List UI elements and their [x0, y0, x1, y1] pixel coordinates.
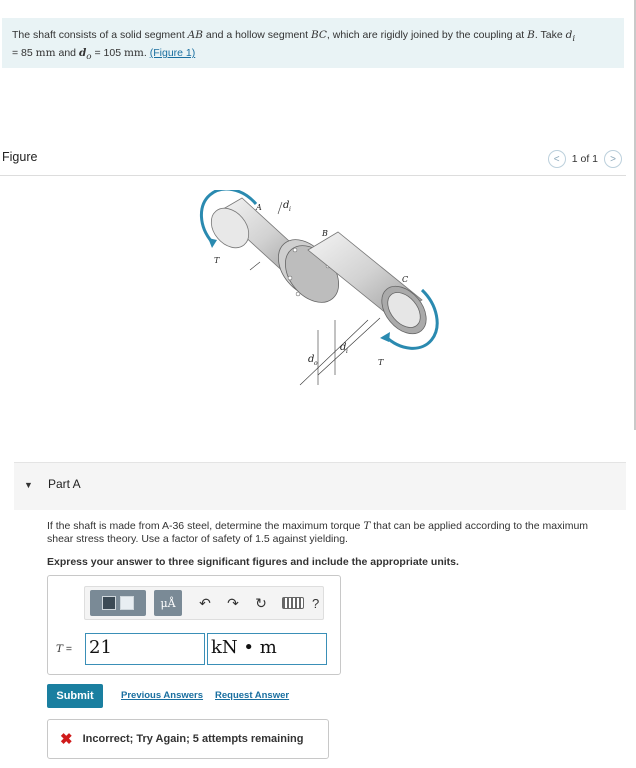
label-di-bottom: d: [340, 342, 347, 353]
submit-button[interactable]: Submit: [47, 684, 103, 708]
answer-units-input[interactable]: kN • m: [207, 633, 327, 665]
label-t-left: T: [214, 256, 220, 265]
fraction-template-icon: [120, 596, 134, 610]
label-di-top-sub: i: [289, 206, 291, 213]
label-a: A: [256, 203, 262, 212]
shaft-figure: [190, 190, 440, 410]
figure-header: [0, 146, 626, 176]
chevron-right-icon: >: [610, 153, 616, 165]
dim-line-do: [300, 320, 368, 385]
leader-di: [278, 202, 282, 214]
collapse-triangle-icon[interactable]: ▼: [24, 480, 33, 490]
part-a-label: Part A: [48, 477, 81, 491]
template-icon: [102, 596, 116, 610]
request-answer-link[interactable]: Request Answer: [215, 690, 290, 701]
figure-title: Figure: [2, 150, 38, 164]
label-di-top: d: [283, 200, 290, 211]
label-do: d: [308, 354, 315, 365]
label-di-bottom-sub: i: [346, 348, 348, 355]
reset-icon[interactable]: ↻: [255, 594, 267, 611]
question-text: If the shaft is made from A-36 steel, determine the maximum torque T that can be applied according to the maximum shear stress theory. Use a factor of safety of 1.5 against yielding.: [47, 520, 589, 545]
feedback-box: [47, 719, 329, 759]
answer-box: [47, 575, 341, 675]
prev-figure-button[interactable]: [548, 150, 566, 168]
pager-text: 1 of 1: [571, 153, 598, 165]
torque-arrowhead-right: [380, 332, 390, 342]
shaft-diagram: [190, 190, 440, 410]
feedback-text: Incorrect; Try Again; 5 attempts remaining: [82, 733, 304, 745]
answer-value-input[interactable]: 21: [85, 633, 205, 665]
help-icon[interactable]: ?: [312, 595, 320, 611]
math-toolbar: [84, 586, 324, 620]
torque-arrowhead-left: [208, 238, 217, 248]
keyboard-icon[interactable]: [282, 597, 304, 609]
previous-answers-link[interactable]: Previous Answers: [121, 690, 204, 701]
answer-variable-label: T =: [56, 643, 73, 655]
incorrect-icon: ✖: [60, 731, 73, 748]
templates-button[interactable]: [90, 590, 146, 616]
units-button[interactable]: μÅ: [154, 590, 182, 616]
dim-line-di: [318, 318, 380, 375]
undo-icon[interactable]: ↶: [199, 594, 211, 611]
figure-link[interactable]: (Figure 1): [149, 47, 196, 60]
figure-pager: [548, 150, 622, 168]
next-figure-button[interactable]: [604, 150, 622, 168]
label-c: C: [402, 275, 409, 284]
chevron-left-icon: <: [553, 153, 560, 165]
leader-t1: [250, 262, 260, 270]
redo-icon[interactable]: ↷: [227, 594, 239, 611]
instruction-text: Express your answer to three significant figures and include the appropriate units.: [47, 556, 459, 568]
problem-statement: The shaft consists of a solid segment AB and a hollow segment BC, which are rigidly joined by the coupling at B. Take $d_i$ = 85 mm and $d_o = 105$ mm. (Figure 1): [2, 18, 624, 68]
label-do-sub: o: [314, 360, 318, 367]
label-b: B: [322, 229, 328, 238]
part-a-header[interactable]: [14, 462, 626, 510]
label-t-right: T: [378, 358, 384, 367]
